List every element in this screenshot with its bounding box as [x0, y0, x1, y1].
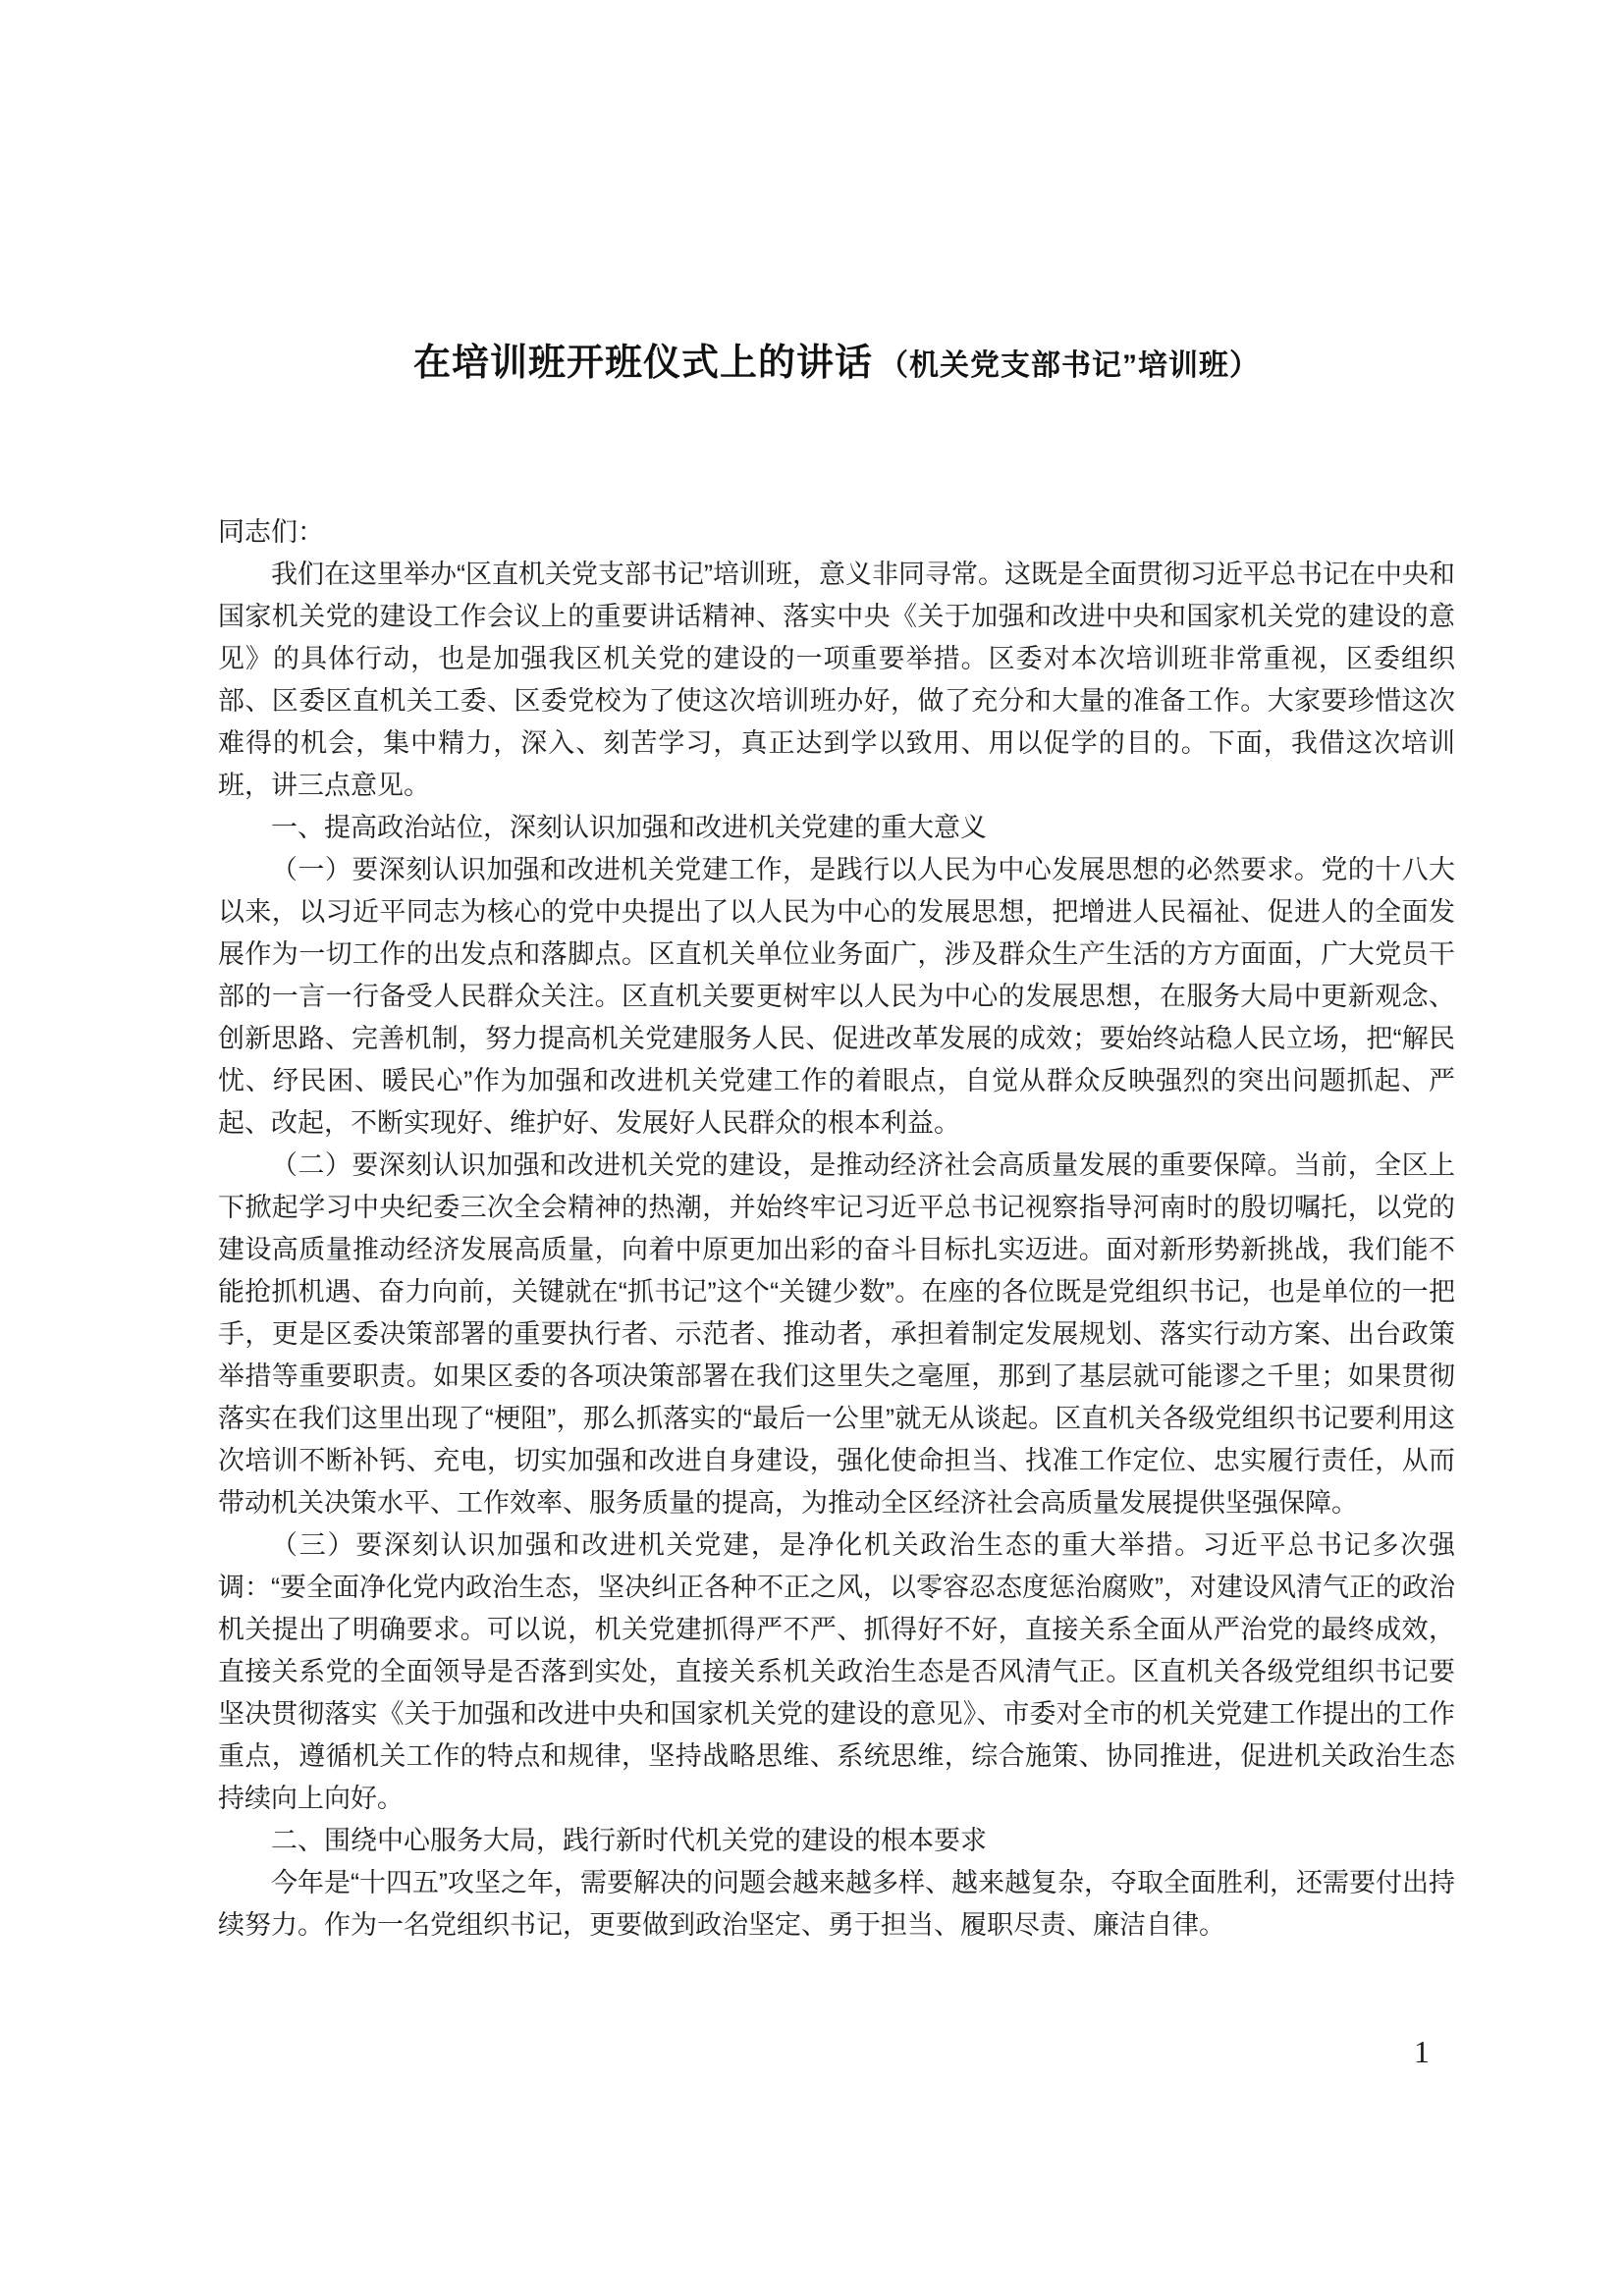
- document-title: [218, 0, 1455, 386]
- section-heading-1: 一、提高政治站位，深刻认识加强和改进机关党建的重大意义: [271, 813, 987, 842]
- paragraph-intro: 我们在这里举办“区直机关党支部书记”培训班，意义非同寻常。这既是全面贯彻习近平总书记在中央和国家机关党的建设工作会议上的重要讲话精神、落实中央《关于加强和改进中央和国家机关党的建设的意见》的具体行动，也是加强我区机关党的建设的一项重要举措。区委对本次培训班非常重视，区委组织部、区委区直机关工委、区委党校为了使这次培训班办好，做了充分和大量的准备工作。大家要珍惜这次难得的机会，集中精力，深入、刻苦学习，真正达到学以致用、用以促学的目的。下面，我借这次培训班，讲三点意见。: [218, 560, 1455, 800]
- title-main-text: 在培训班开班仪式上的讲话: [412, 343, 873, 384]
- paragraph-point-3: （三）要深刻认识加强和改进机关党建，是净化机关政治生态的重大举措。习近平总书记多次强调：“要全面净化党内政治生态，坚决纠正各种不正之风，以零容忍态度惩治腐败”，对建设风清气正的政治机关提出了明确要求。可以说，机关党建抓得严不严、抓得好不好，直接关系全面从严治党的最终成效，直接关系党的全面领导是否落到实处，直接关系机关政治生态是否风清气正。区直机关各级党组织书记要坚决贯彻落实《关于加强和改进中央和国家机关党的建设的意见》、市委对全市的机关党建工作提出的工作重点，遵循机关工作的特点和规律，坚持战略思维、系统思维，综合施策、协同推进，促进机关政治生态持续向上向好。: [218, 1530, 1455, 1813]
- section-heading-2: 二、围绕中心服务大局，践行新时代机关党的建设的根本要求: [271, 1826, 987, 1855]
- paragraph-point-1: （一）要深刻认识加强和改进机关党建工作，是践行以人民为中心发展思想的必然要求。党的十八大以来，以习近平同志为核心的党中央提出了以人民为中心的发展思想，把增进人民福祉、促进人的全面发展作为一切工作的出发点和落脚点。区直机关单位业务面广，涉及群众生产生活的方方面面，广大党员干部的一言一行备受人民群众关注。区直机关要更树牢以人民为中心的发展思想，在服务大局中更新观念、创新思路、完善机制，努力提高机关党建服务人民、促进改革发展的成效；要始终站稳人民立场，把“解民忧、纾民困、暖民心”作为加强和改进机关党建工作的着眼点，自觉从群众反映强烈的突出问题抓起、严起、改起，不断实现好、维护好、发展好人民群众的根本利益。: [218, 855, 1455, 1138]
- paragraph-closing: 今年是“十四五”攻坚之年，需要解决的问题会越来越多样、越来越复杂，夺取全面胜利，还需要付出持续努力。作为一名党组织书记，更要做到政治坚定、勇于担当、履职尽责、廉洁自律。: [218, 1868, 1455, 1940]
- salutation: 同志们：: [218, 517, 324, 547]
- document-content: [218, 0, 1455, 1947]
- document-body: [218, 511, 1455, 1947]
- title-sub-text: （机关党支部书记”培训班）: [879, 349, 1260, 382]
- paragraph-point-2: （二）要深刻认识加强和改进机关党的建设，是推动经济社会高质量发展的重要保障。当前，全区上下掀起学习中央纪委三次全会精神的热潮，并始终牢记习近平总书记视察指导河南时的殷切嘱托，以党的建设高质量推动经济发展高质量，向着中原更加出彩的奋斗目标扎实迈进。面对新形势新挑战，我们能不能抢抓机遇、奋力向前，关键就在“抓书记”这个“关键少数”。在座的各位既是党组织书记，也是单位的一把手，更是区委决策部署的重要执行者、示范者、推动者，承担着制定发展规划、落实行动方案、出台政策举措等重要职责。如果区委的各项决策部署在我们这里失之毫厘，那到了基层就可能谬之千里；如果贯彻落实在我们这里出现了“梗阻”，那么抓落实的“最后一公里”就无从谈起。区直机关各级党组织书记要利用这次培训不断补钙、充电，切实加强和改进自身建设，强化使命担当、找准工作定位、忠实履行责任，从而带动机关决策水平、工作效率、服务质量的提高，为推动全区经济社会高质量发展提供坚强保障。: [218, 1150, 1455, 1518]
- page-number: 1: [1414, 2034, 1430, 2069]
